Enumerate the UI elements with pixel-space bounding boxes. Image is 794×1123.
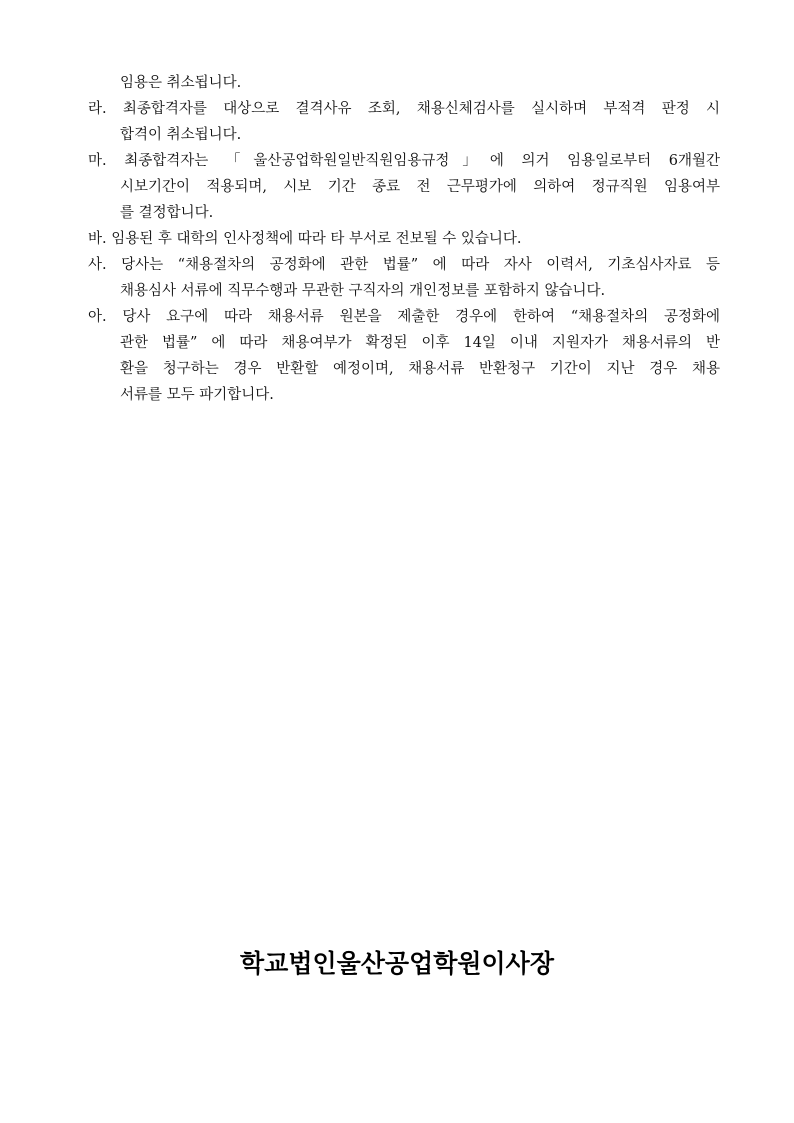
notice-line: 채용심사 서류에 직무수행과 무관한 구직자의 개인정보를 포함하지 않습니다. [120,283,606,299]
notice-list [88,70,720,408]
notice-line: 라. 최종합격자를 대상으로 결격사유 조회, 채용신체검사를 실시하며 부적격 판정 시 [88,101,720,117]
notice-line: 마. 최종합격자는 「울산공업학원일반직원임용규정」에 의거 임용일로부터 6개월간 [88,153,720,169]
notice-line: 아. 당사 요구에 따라 채용서류 원본을 제출한 경우에 한하여 “채용절차의 공정화에 [88,309,720,325]
notice-line: 시보기간이 적용되며, 시보 기간 종료 전 근무평가에 의하여 정규직원 임용여부 [120,179,720,195]
notice-line: 사. 당사는 “채용절차의 공정화에 관한 법률” 에 따라 자사 이력서, 기초심사자료 등 [88,257,720,273]
notice-line: 임용은 취소됩니다. [120,75,242,91]
notice-line: 관한 법률” 에 따라 채용여부가 확정된 이후 14일 이내 지원자가 채용서류의 반 [120,335,720,351]
issuer-signature: 학교법인울산공업학원이사장 [240,949,554,978]
notice-line: 바. 임용된 후 대학의 인사정책에 따라 타 부서로 전보될 수 있습니다. [88,231,522,247]
notice-line: 환을 청구하는 경우 반환할 예정이며, 채용서류 반환청구 기간이 지난 경우 채용 [120,361,720,377]
notice-line: 서류를 모두 파기합니다. [120,387,274,403]
notice-line: 를 결정합니다. [120,205,214,221]
notice-line: 합격이 취소됩니다. [120,127,242,143]
